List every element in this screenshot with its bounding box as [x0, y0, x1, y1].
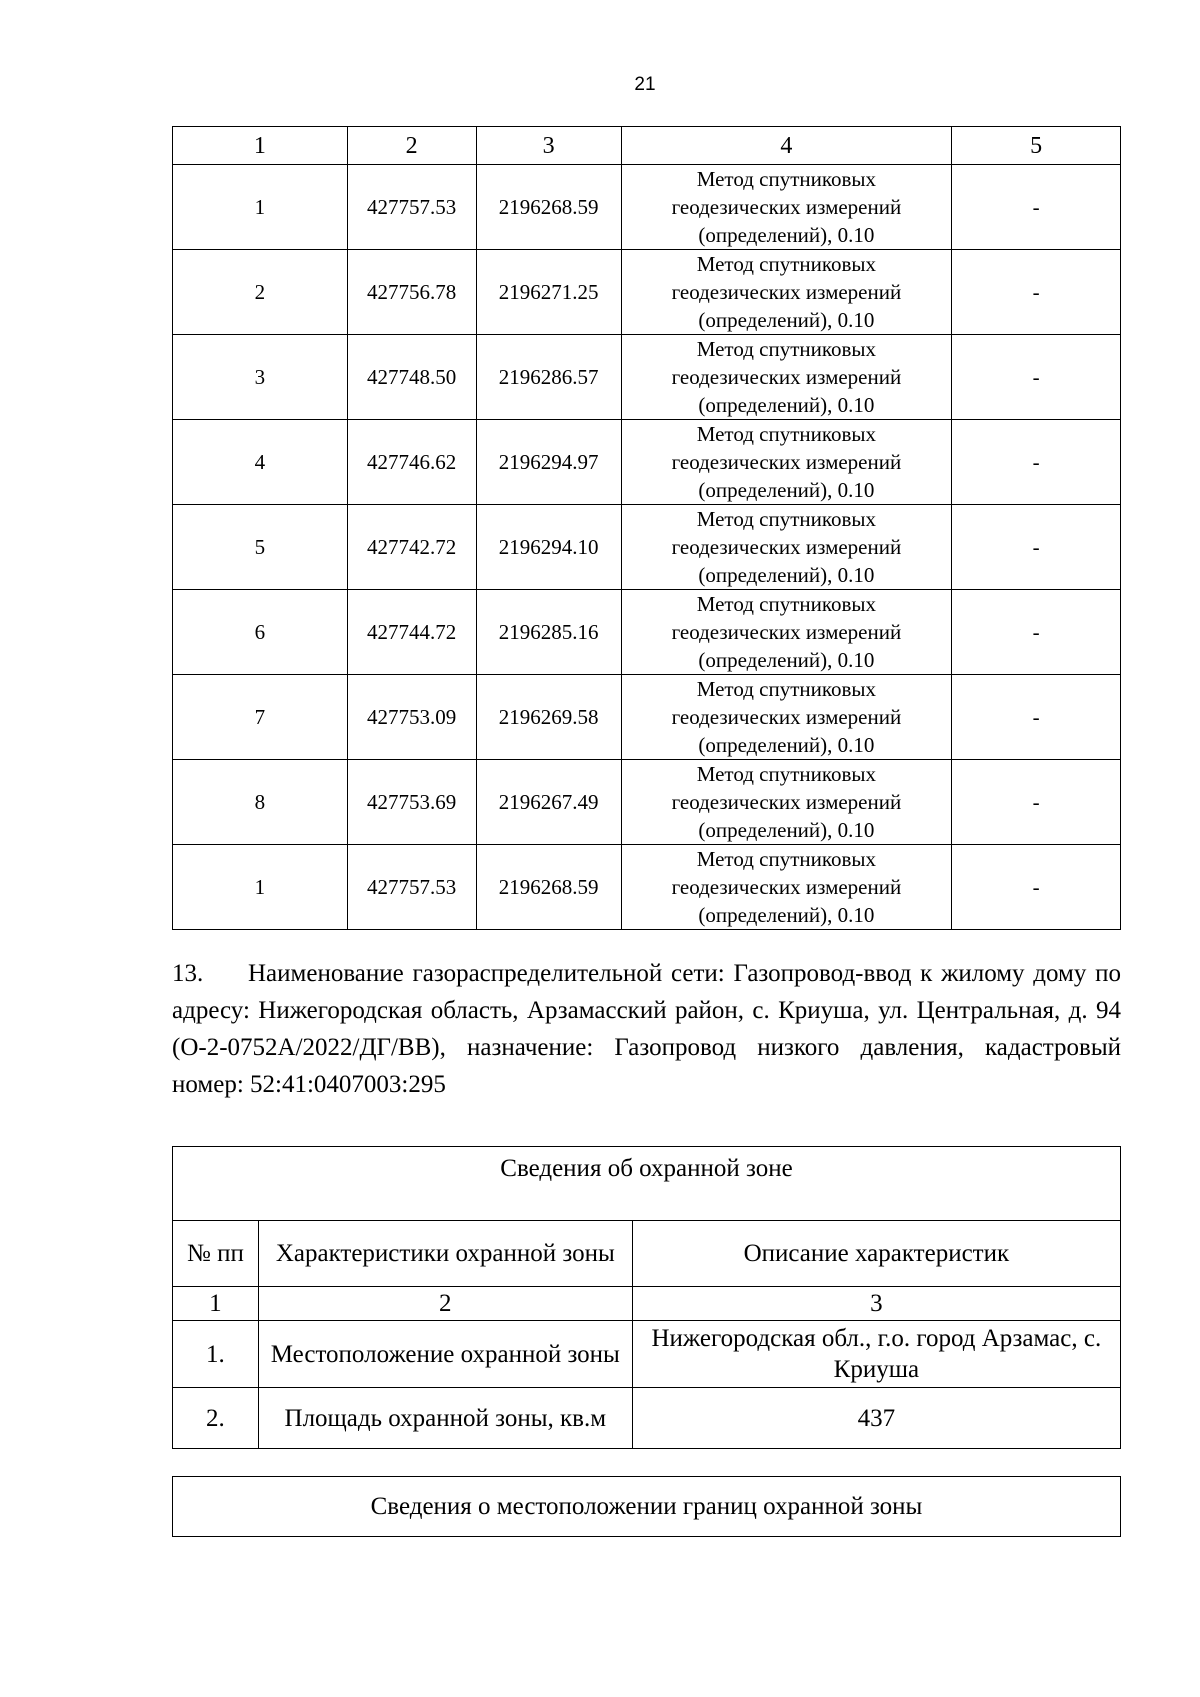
method-line: геодезических измерений	[671, 790, 902, 814]
x-coordinate-cell: 427744.72	[347, 590, 476, 675]
method-line: геодезических измерений	[671, 875, 902, 899]
method-cell	[621, 760, 952, 845]
note-cell: -	[952, 590, 1121, 675]
method-line: Метод спутниковых	[696, 677, 877, 701]
note-cell: -	[952, 165, 1121, 250]
method-line: Метод спутниковых	[696, 507, 877, 531]
zone-row-characteristic: Местоположение охранной зоны	[258, 1321, 632, 1388]
coordinates-row	[173, 335, 1121, 420]
method-line: Метод спутниковых	[696, 847, 877, 871]
coordinates-table	[172, 126, 1121, 930]
coordinates-row	[173, 165, 1121, 250]
note-cell: -	[952, 250, 1121, 335]
zone-header-cell: № пп	[173, 1221, 259, 1287]
coordinates-row	[173, 675, 1121, 760]
coordinates-row	[173, 760, 1121, 845]
method-cell	[621, 845, 952, 930]
point-number-cell: 3	[173, 335, 348, 420]
y-coordinate-cell: 2196269.58	[476, 675, 621, 760]
method-cell	[621, 675, 952, 760]
zone-boundaries-table	[172, 1476, 1121, 1537]
coordinates-row	[173, 505, 1121, 590]
method-line: (определений), 0.10	[698, 818, 875, 842]
zone-row-characteristic: Площадь охранной зоны, кв.м	[258, 1388, 632, 1449]
coordinates-header-cell: 2	[347, 127, 476, 165]
method-cell	[621, 165, 952, 250]
method-cell	[621, 420, 952, 505]
method-cell	[621, 590, 952, 675]
method-line: геодезических измерений	[671, 535, 902, 559]
y-coordinate-cell: 2196285.16	[476, 590, 621, 675]
note-cell: -	[952, 335, 1121, 420]
protection-zone-table	[172, 1146, 1121, 1449]
coordinates-header-cell: 4	[621, 127, 952, 165]
zone-row-area	[173, 1388, 1121, 1449]
bounds-title-row	[173, 1477, 1121, 1537]
bounds-table-title: Сведения о местоположении границ охранной зоны	[173, 1477, 1121, 1537]
method-line: Метод спутниковых	[696, 592, 877, 616]
zone-header-row	[173, 1221, 1121, 1287]
coordinates-row	[173, 845, 1121, 930]
zone-number-row	[173, 1287, 1121, 1321]
coordinates-header-cell: 5	[952, 127, 1121, 165]
method-line: (определений), 0.10	[698, 648, 875, 672]
zone-header-cell: Характеристики охранной зоны	[258, 1221, 632, 1287]
zone-row-number: 2.	[173, 1388, 259, 1449]
method-cell	[621, 505, 952, 590]
method-line: геодезических измерений	[671, 705, 902, 729]
x-coordinate-cell: 427757.53	[347, 845, 476, 930]
note-cell: -	[952, 675, 1121, 760]
method-line: (определений), 0.10	[698, 478, 875, 502]
note-cell: -	[952, 760, 1121, 845]
x-coordinate-cell: 427756.78	[347, 250, 476, 335]
zone-number-cell: 1	[173, 1287, 259, 1321]
point-number-cell: 8	[173, 760, 348, 845]
zone-header-cell: Описание характеристик	[632, 1221, 1120, 1287]
method-cell	[621, 250, 952, 335]
coordinates-row	[173, 590, 1121, 675]
point-number-cell: 2	[173, 250, 348, 335]
zone-number-cell: 2	[258, 1287, 632, 1321]
zone-row-value: Нижегородская обл., г.о. город Арзамас, с. Криуша	[632, 1321, 1120, 1388]
zone-title-row	[173, 1147, 1121, 1221]
method-line: Метод спутниковых	[696, 167, 877, 191]
coordinates-table-body	[173, 127, 1121, 930]
y-coordinate-cell: 2196268.59	[476, 845, 621, 930]
method-cell	[621, 335, 952, 420]
zone-row-number: 1.	[173, 1321, 259, 1388]
coordinates-header-cell: 3	[476, 127, 621, 165]
zone-row-location	[173, 1321, 1121, 1388]
point-number-cell: 7	[173, 675, 348, 760]
x-coordinate-cell: 427753.09	[347, 675, 476, 760]
method-line: Метод спутниковых	[696, 422, 877, 446]
x-coordinate-cell: 427748.50	[347, 335, 476, 420]
y-coordinate-cell: 2196286.57	[476, 335, 621, 420]
method-line: геодезических измерений	[671, 365, 902, 389]
x-coordinate-cell: 427746.62	[347, 420, 476, 505]
x-coordinate-cell: 427757.53	[347, 165, 476, 250]
method-line: (определений), 0.10	[698, 223, 875, 247]
method-line: (определений), 0.10	[698, 308, 875, 332]
method-line: Метод спутниковых	[696, 337, 877, 361]
method-line: (определений), 0.10	[698, 733, 875, 757]
method-line: геодезических измерений	[671, 620, 902, 644]
method-line: Метод спутниковых	[696, 252, 877, 276]
paragraph-number: 13.	[172, 960, 204, 987]
zone-number-cell: 3	[632, 1287, 1120, 1321]
note-cell: -	[952, 505, 1121, 590]
note-cell: -	[952, 420, 1121, 505]
zone-row-value: 437	[632, 1388, 1120, 1449]
point-number-cell: 4	[173, 420, 348, 505]
method-line: геодезических измерений	[671, 450, 902, 474]
method-line: Метод спутниковых	[696, 762, 877, 786]
y-coordinate-cell: 2196294.10	[476, 505, 621, 590]
coordinates-header-row	[173, 127, 1121, 165]
coordinates-row	[173, 420, 1121, 505]
note-cell: -	[952, 845, 1121, 930]
coordinates-row	[173, 250, 1121, 335]
y-coordinate-cell: 2196271.25	[476, 250, 621, 335]
point-number-cell: 5	[173, 505, 348, 590]
paragraph-text: Наименование газораспределительной сети: Газопровод-ввод к жилому дому по адресу: Нижегородская область, Арзамасский район, с. Криуша, ул. Центральная, д. 94 (О-2-0752А/2022/ДГ/ВВ), назначение: Газопровод низкого давления, кадастровый номер: 52:41:0407003:295	[172, 960, 1121, 1098]
method-line: (определений), 0.10	[698, 393, 875, 417]
point-number-cell: 1	[173, 165, 348, 250]
y-coordinate-cell: 2196268.59	[476, 165, 621, 250]
method-line: геодезических измерений	[671, 280, 902, 304]
point-number-cell: 6	[173, 590, 348, 675]
y-coordinate-cell: 2196294.97	[476, 420, 621, 505]
coordinates-header-cell: 1	[173, 127, 348, 165]
method-line: (определений), 0.10	[698, 563, 875, 587]
page-number: 21	[634, 74, 656, 95]
x-coordinate-cell: 427742.72	[347, 505, 476, 590]
method-line: геодезических измерений	[671, 195, 902, 219]
zone-table-title: Сведения об охранной зоне	[173, 1147, 1121, 1221]
x-coordinate-cell: 427753.69	[347, 760, 476, 845]
point-number-cell: 1	[173, 845, 348, 930]
y-coordinate-cell: 2196267.49	[476, 760, 621, 845]
method-line: (определений), 0.10	[698, 903, 875, 927]
network-description-paragraph	[172, 955, 1121, 1103]
